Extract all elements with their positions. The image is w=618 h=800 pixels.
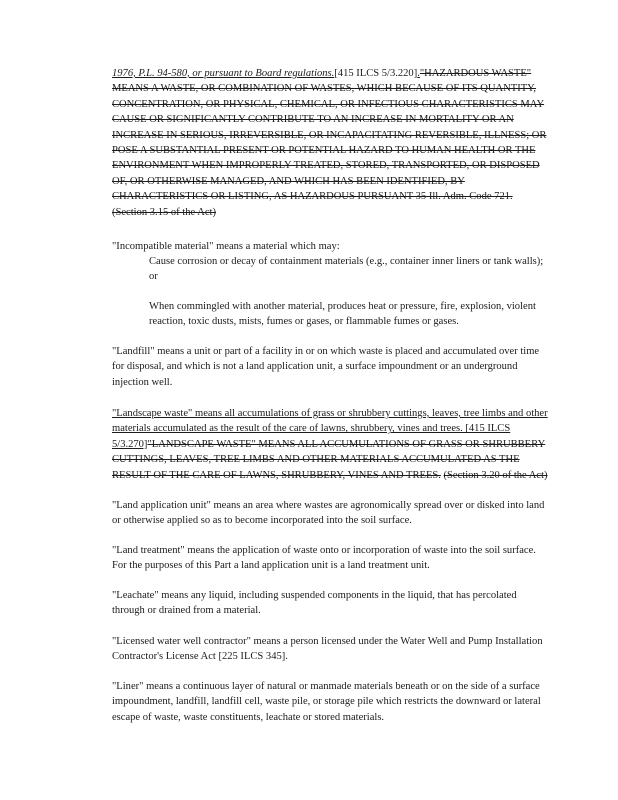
citation: [415 ILCS 5/3.220] [334, 68, 418, 79]
paragraph-hazardous-waste [112, 66, 550, 220]
paragraph-land-application-unit: "Land application unit" means an area where wastes are agronomically spread over or disked into land or otherwise applied so as to become incorporated into the soil surface. [112, 500, 545, 527]
inserted-text: 1976, P.L. 94-580, or pursuant to Board regulations. [112, 68, 335, 79]
inserted-text: . [417, 68, 420, 79]
deleted-text: "HAZARDOUS WASTE" MEANS A WASTE, OR COMBINATION OF WASTES, WHICH BECAUSE OF ITS QUANTITY, CONCENTRATION, OR PHYSICAL, CHEMICAL, OR INFECTIOUS CHARACTERISTICS MAY CAUSE OR SIGNIFICANTLY CONTRIBUTE TO AN INCREASE IN MORTALITY OR AN INCREASE IN SERIOUS, IRREVERSIBLE, OR INCAPACITATING REVERSIBLE, ILLNESS; OR POSE A SUBSTANTIAL PRESENT OR POTENTIAL HAZARD TO HUMAN HEALTH OR THE ENVIRONMENT WHEN IMPROPERLY TREATED, STORED, TRANSPORTED, OR DISPOSED OF, OR OTHERWISE MANAGED, AND WHICH HAS BEEN IDENTIFIED, BY CHARACTERISTICS OR LISTING, AS HAZARDOUS PURSUANT 35 Ill. Adm. Code 721. [112, 68, 547, 203]
paragraph-landscape-waste [112, 406, 550, 483]
paragraph-liner: "Liner" means a continuous layer of natural or manmade materials beneath or on the side of a surface impoundment, landfill, landfill cell, waste pile, or storage pile which restricts the downward or lateral escape of waste, waste constituents, leachate or stored materials. [112, 681, 541, 723]
inserted-text: "Landscape waste" means all accumulations of grass or shrubbery cuttings, leaves, tree limbs and other materials accumulated as the result of the care of lawns, shrubbery, vines and trees. [415 ILCS 5/3.270] [112, 408, 548, 450]
list-item: Cause corrosion or decay of containment materials (e.g., container inner liners or tank walls); or [149, 256, 544, 283]
paragraph-incompatible-material: "Incompatible material" means a material which may: [112, 241, 340, 252]
paragraph-landfill: "Landfill" means a unit or part of a facility in or on which waste is placed and accumulated over time for disposal, and which is not a land application unit, a surface impoundment or an underground injection well. [112, 346, 540, 388]
list-item: When commingled with another material, produces heat or pressure, fire, explosion, violent reaction, toxic dusts, mists, fumes or gases, or flammable fumes or gases. [149, 301, 536, 328]
paragraph-land-treatment: "Land treatment" means the application of waste onto or incorporation of waste into the soil surface. For the purposes of this Part a land application unit is a land treatment unit. [112, 545, 536, 572]
deleted-text: (Section 3.15 of the Act) [112, 206, 216, 218]
deleted-text: (Section 3.20 of the Act) [443, 469, 548, 481]
paragraph-leachate: "Leachate" means any liquid, including suspended components in the liquid, that has percolated through or drained from a material. [112, 590, 517, 617]
deleted-text: "LANDSCAPE WASTE" MEANS ALL ACCUMULATIONS OF GRASS OR SHRUBBERY CUTTINGS, LEAVES, TREE LIMBS AND OTHER MATERIALS ACCUMULATED AS THE RESULT OF THE CARE OF LAWNS, SHRUBBERY, VINES AND TREES. [112, 438, 546, 481]
paragraph-licensed-water-well-contractor: "Licensed water well contractor" means a person licensed under the Water Well and Pump Installation Contractor's License Act [225 ILCS 345]. [112, 636, 543, 663]
